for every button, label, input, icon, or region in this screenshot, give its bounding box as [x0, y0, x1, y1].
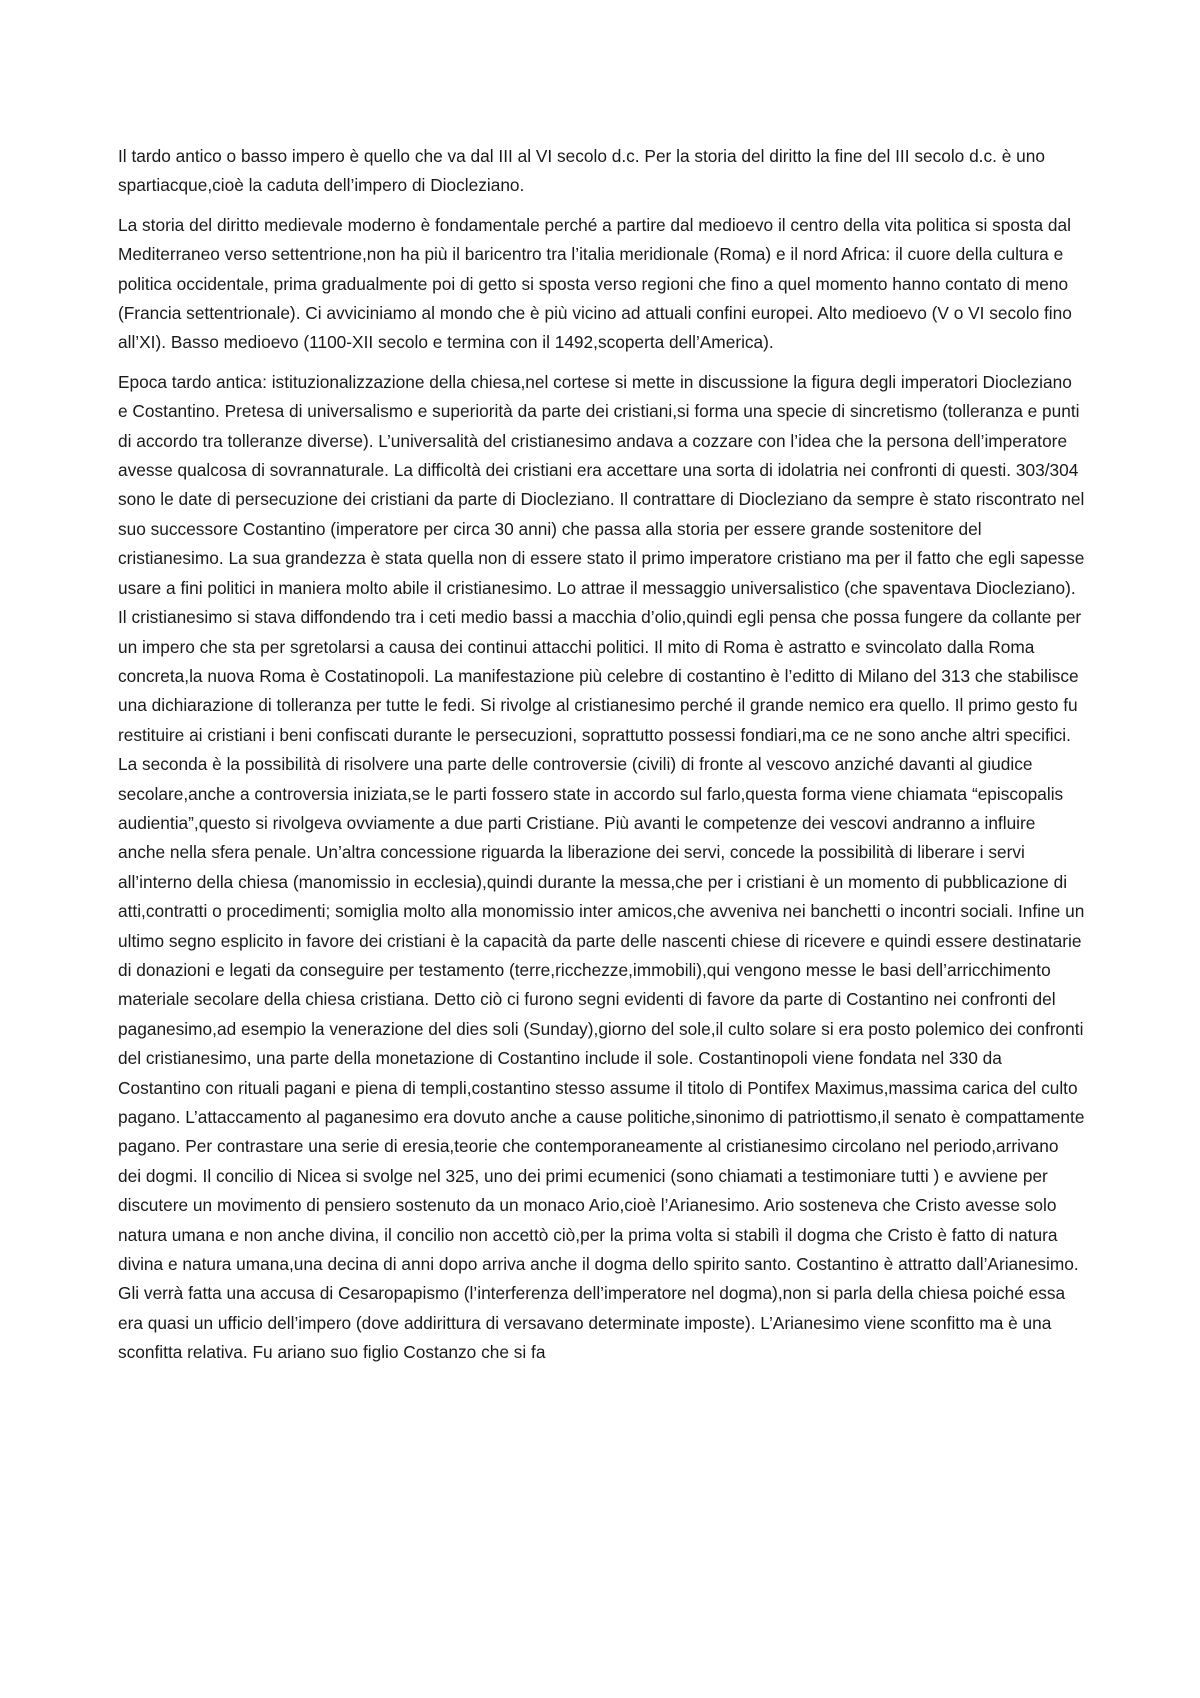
document-body — [118, 142, 1086, 1378]
paragraph-late-antiquity: Epoca tardo antica: istituzionalizzazione della chiesa,nel cortese si mette in discussione la figura degli imperatori Diocleziano e Costantino. Pretesa di universalismo e superiorità da parte dei cristiani,si forma una specie di sincretismo (tolleranza e punti di accordo tra tolleranze diverse). L’universalità del cristianesimo andava a cozzare con l’idea che la persona dell’imperatore avesse qualcosa di sovrannaturale. La difficoltà dei cristiani era accettare una sorta di idolatria nei confronti di questi. 303/304 sono le date di persecuzione dei cristiani da parte di Diocleziano. Il contrattare di Diocleziano da sempre è stato riscontrato nel suo successore Costantino (imperatore per circa 30 anni) che passa alla storia per essere grande sostenitore del cristianesimo. La sua grandezza è stata quella non di essere stato il primo imperatore cristiano ma per il fatto che egli sapesse usare a fini politici in maniera molto abile il cristianesimo. Lo attrae il messaggio universalistico (che spaventava Diocleziano). Il cristianesimo si stava diffondendo tra i ceti medio bassi a macchia d’olio,quindi egli pensa che possa fungere da collante per un impero che sta per sgretolarsi a causa dei continui attacchi politici. Il mito di Roma è astratto e svincolato dalla Roma concreta,la nuova Roma è Costatinopoli. La manifestazione più celebre di costantino è l’editto di Milano del 313 che stabilisce una dichiarazione di tolleranza per tutte le fedi. Si rivolge al cristianesimo perché il grande nemico era quello. Il primo gesto fu restituire ai cristiani i beni confiscati durante le persecuzioni, soprattutto possessi fondiari,ma ce ne sono anche altri specifici. La seconda è la possibilità di risolvere una parte delle controversie (civili) di fronte al vescovo anziché davanti al giudice secolare,anche a controversia iniziata,se le parti fossero state in accordo sul farlo,questa forma viene chiamata “episcopalis audientia”,questo si rivolgeva ovviamente a due parti Cristiane. Più avanti le competenze dei vescovi andranno a influire anche nella sfera penale. Un’altra concessione riguarda la liberazione dei servi, concede la possibilità di liberare i servi all’interno della chiesa (manomissio in ecclesia),quindi durante la messa,che per i cristiani è un momento di pubblicazione di atti,contratti o procedimenti; somiglia molto alla monomissio inter amicos,che avveniva nei banchetti o incontri sociali. Infine un ultimo segno esplicito in favore dei cristiani è la capacità da parte delle nascenti chiese di ricevere e quindi essere destinatarie di donazioni e legati da conseguire per testamento (terre,ricchezze,immobili),qui vengono messe le basi dell’arricchimento materiale secolare della chiesa cristiana. Detto ciò ci furono segni evidenti di favore da parte di Costantino nei confronti del paganesimo,ad esempio la venerazione del dies soli (Sunday),giorno del sole,il culto solare si era posto polemico dei confronti del cristianesimo, una parte della monetazione di Costantino include il sole. Costantinopoli viene fondata nel 330 da Costantino con rituali pagani e piena di templi,costantino stesso assume il titolo di Pontifex Maximus,massima carica del culto pagano. L’attaccamento al paganesimo era dovuto anche a cause politiche,sinonimo di patriottismo,il senato è compattamente pagano. Per contrastare una serie di eresia,teorie che contemporaneamente al cristianesimo circolano nel periodo,arrivano dei dogmi. Il concilio di Nicea si svolge nel 325, uno dei primi ecumenici (sono chiamati a testimoniare tutti ) e avviene per discutere un movimento di pensiero sostenuto da un monaco Ario,cioè l’Arianesimo. Ario sosteneva che Cristo avesse solo natura umana e non anche divina, il concilio non accettò ciò,per la prima volta si stabilì il dogma che Cristo è fatto di natura divina e natura umana,una decina di anni dopo arriva anche il dogma dello spirito santo. Costantino è attratto dall’Arianesimo. Gli verrà fatta una accusa di Cesaropapismo (l’interferenza dell’imperatore nel dogma),non si parla della chiesa poiché essa era quasi un ufficio dell’impero (dove addirittura di versavano determinate imposte). L’Arianesimo viene sconfitto ma è una sconfitta relativa. Fu ariano suo figlio Costanzo che si fa — [118, 371, 1085, 1363]
paragraph-intro: Il tardo antico o basso impero è quello che va dal III al VI secolo d.c. Per la storia del diritto la fine del III secolo d.c. è uno spartiacque,cioè la caduta dell’impero di Diocleziano. — [118, 146, 1045, 196]
paragraph-medieval-history: La storia del diritto medievale moderno è fondamentale perché a partire dal medioevo il centro della vita politica si sposta dal Mediterraneo verso settentrione,non ha più il baricentro tra l’italia meridionale (Roma) e il nord Africa: il cuore della cultura e politica occidentale, prima gradualmente poi di getto si sposta verso regioni che fino a quel momento hanno contato di meno (Francia settentrionale). Ci avviciniamo al mondo che è più vicino ad attuali confini europei. Alto medioevo (V o VI secolo fino all’XI). Basso medioevo (1100-XII secolo e termina con il 1492,scoperta dell’America). — [118, 214, 1072, 353]
